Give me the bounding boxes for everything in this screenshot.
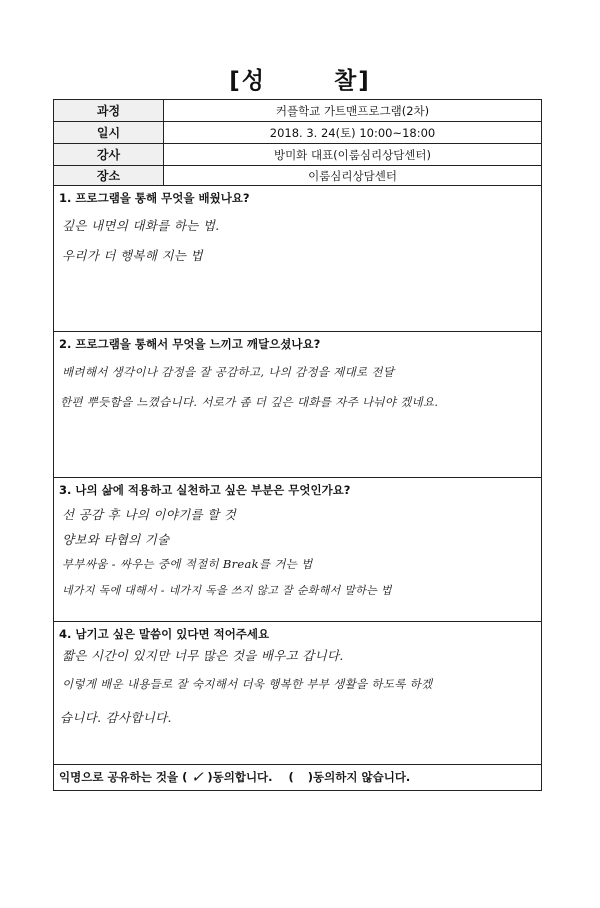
question-4: 4. 남기고 싶은 말씀이 있다면 적어주세요 bbox=[59, 627, 270, 641]
answer-line: 부부싸움 - 싸우는 중에 적절히 Break를 거는 법 bbox=[62, 557, 313, 571]
page-title bbox=[0, 62, 600, 95]
info-label: 장소 bbox=[54, 166, 164, 185]
consent-prefix: 익명으로 공유하는 것을 ( bbox=[59, 769, 188, 784]
answer-line: 이렇게 배운 내용들로 잘 숙지해서 더욱 행복한 부부 생활을 하도록 하겠 bbox=[62, 677, 433, 691]
disagree-prefix: ( bbox=[288, 769, 294, 784]
consent-row bbox=[54, 763, 541, 790]
info-value: 2018. 3. 24(토) 10:00~18:00 bbox=[269, 125, 436, 140]
answer-line: 양보와 타협의 기술 bbox=[62, 532, 170, 547]
answer-line: 선 공감 후 나의 이야기를 할 것 bbox=[62, 507, 237, 522]
agree-checkbox[interactable]: ✓ bbox=[191, 767, 204, 786]
info-value: 커플학교 가트맨프로그램(2차) bbox=[275, 103, 430, 118]
section-comments bbox=[54, 622, 541, 765]
info-row-location bbox=[54, 166, 541, 186]
title-left: [성 bbox=[229, 68, 266, 94]
section-realized bbox=[54, 332, 541, 478]
info-value: 이룸심리상담센터 bbox=[308, 168, 397, 183]
answer-line: 배려해서 생각이나 감정을 잘 공감하고, 나의 감정을 제대로 전달 bbox=[62, 365, 395, 379]
title-right: 찰] bbox=[334, 68, 371, 94]
answer-line: 네가지 독에 대해서 - 네가지 독을 쓰지 않고 잘 순화해서 말하는 법 bbox=[62, 584, 392, 597]
answer-line: 우리가 더 행복해 지는 법 bbox=[62, 248, 203, 263]
info-value: 방미화 대표(이룸심리상담센터) bbox=[273, 147, 432, 162]
info-label: 강사 bbox=[54, 144, 164, 165]
info-row-date bbox=[54, 122, 541, 144]
section-apply bbox=[54, 478, 541, 622]
agree-label: )동의합니다. bbox=[207, 769, 273, 784]
info-label: 과정 bbox=[54, 100, 164, 121]
answer-line: 한편 뿌듯함을 느꼈습니다. 서로가 좀 더 깊은 대화를 자주 나눠야 겠네요. bbox=[60, 395, 439, 409]
reflection-form bbox=[53, 99, 542, 791]
question-1: 1. 프로그램을 통해 무엇을 배웠나요? bbox=[59, 191, 250, 205]
answer-line: 짧은 시간이 있지만 너무 많은 것을 배우고 갑니다. bbox=[62, 648, 344, 663]
section-learned bbox=[54, 186, 541, 332]
info-label: 일시 bbox=[54, 122, 164, 143]
answer-line: 깊은 내면의 대화를 하는 법. bbox=[62, 218, 220, 233]
info-row-instructor bbox=[54, 144, 541, 166]
answer-line: 습니다. 감사합니다. bbox=[60, 710, 172, 725]
question-3: 3. 나의 삶에 적용하고 실천하고 싶은 부분은 무엇인가요? bbox=[59, 483, 351, 497]
question-2: 2. 프로그램을 통해서 무엇을 느끼고 깨달으셨나요? bbox=[59, 337, 321, 351]
disagree-label: )동의하지 않습니다. bbox=[307, 769, 411, 784]
info-row-course bbox=[54, 100, 541, 122]
